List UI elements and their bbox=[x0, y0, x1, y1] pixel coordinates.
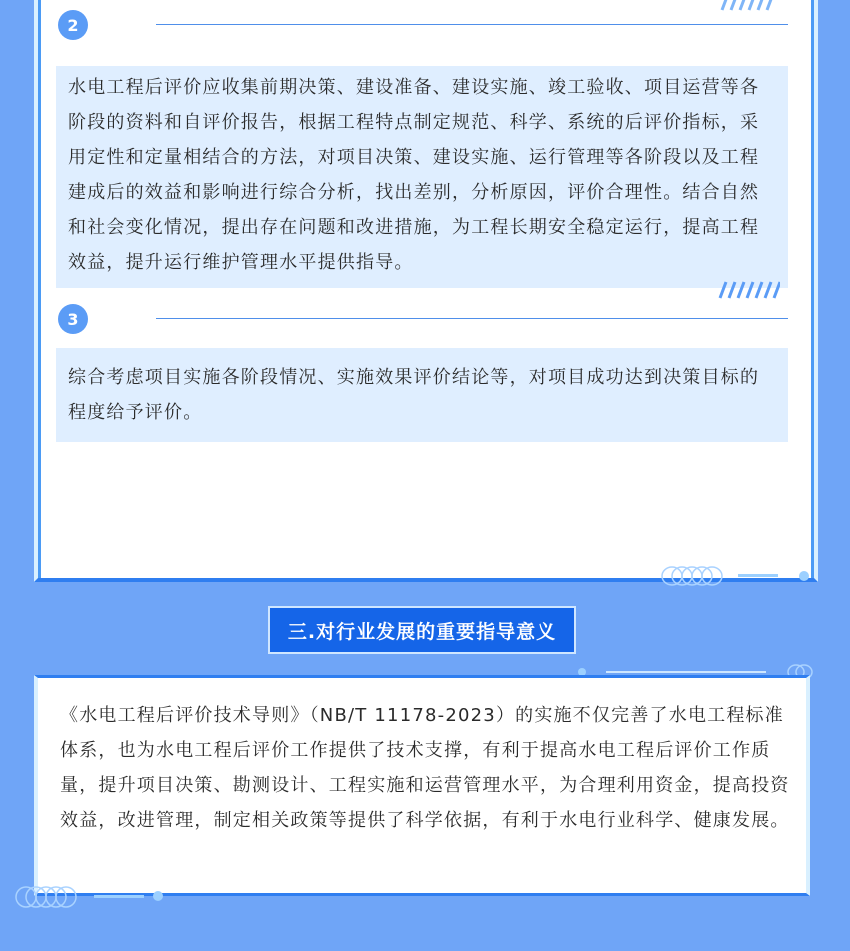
slash-decoration bbox=[716, 0, 780, 12]
step-number-badge: 2 bbox=[58, 10, 88, 40]
divider-line bbox=[156, 24, 788, 25]
step-2-text: 水电工程后评价应收集前期决策、建设准备、建设实施、竣工验收、项目运营等各阶段的资料和自评价报告，根据工程特点制定规范、科学、系统的后评价指标，采用定性和定量相结合的方法，对项目决策、建设实施、运行管理等各阶段以及工程建成后的效益和影响进行综合分析，找出差别，分析原因，评价合理性。结合自然和社会变化情况，提出存在问题和改进措施，为工程长期安全稳定运行，提高工程效益，提升运行维护管理水平提供指导。 bbox=[56, 66, 788, 288]
circles-decoration bbox=[14, 884, 174, 910]
step-number-badge: 3 bbox=[58, 304, 88, 334]
step-3-text: 综合考虑项目实施各阶段情况、实施效果评价结论等，对项目成功达到决策目标的程度给予评价。 bbox=[56, 348, 788, 442]
slash-decoration bbox=[716, 280, 780, 300]
divider-line bbox=[156, 318, 788, 319]
section-body-text: 《水电工程后评价技术导则》（NB/T 11178-2023）的实施不仅完善了水电工程标准体系，也为水电工程后评价工作提供了技术支撑，有利于提高水电工程后评价工作质量，提升项目决策、勘测设计、工程实施和运营管理水平，为合理利用资金，提高投资效益，改进管理，制定相关政策等提供了科学依据，有利于水电行业科学、健康发展。 bbox=[60, 705, 790, 831]
circles-decoration bbox=[660, 564, 810, 588]
section-title: 三.对行业发展的重要指导意义 bbox=[268, 606, 576, 654]
section-body-card bbox=[34, 675, 810, 896]
